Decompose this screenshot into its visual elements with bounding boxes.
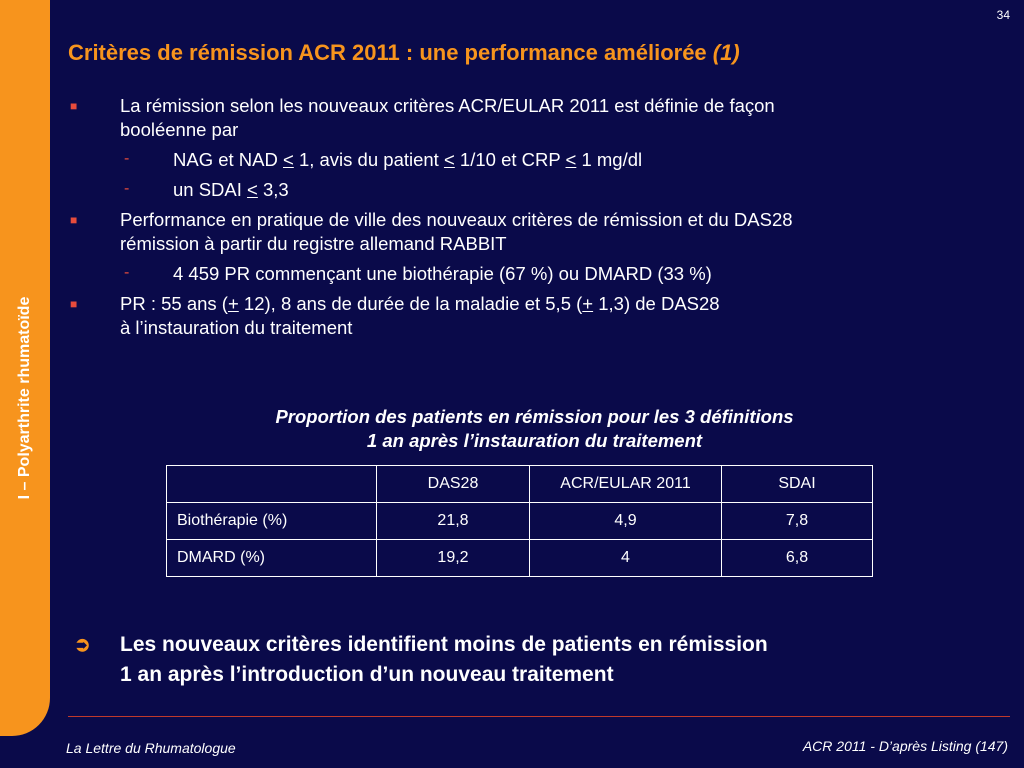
conclusion-line: Les nouveaux critères identifient moins de patients en rémission: [120, 633, 768, 656]
conclusion-line: 1 an après l’introduction d’un nouveau traitement: [120, 663, 614, 686]
square-bullet-icon: ■: [70, 297, 78, 311]
table-cell: 6,8: [722, 540, 873, 577]
bullet-list: [68, 94, 968, 346]
text-segment: 1,3) de DAS28: [593, 293, 720, 314]
text-segment: 3,3: [257, 179, 289, 200]
text-segment: 12), 8 ans de durée de la maladie et 5,5 (: [238, 293, 583, 314]
table-cell: 4: [530, 540, 722, 577]
text-segment: 1, avis du patient: [293, 149, 444, 170]
less-equal-symbol: <: [443, 149, 455, 170]
plus-minus-symbol: +: [582, 293, 594, 314]
less-equal-symbol: <: [247, 179, 258, 200]
footer-publication: La Lettre du Rhumatologue: [66, 740, 236, 756]
table-cell: 19,2: [377, 540, 530, 577]
page-number: 34: [996, 8, 1010, 22]
title-main: Critères de rémission ACR 2011 : une performance améliorée: [68, 40, 707, 65]
text-segment: 4 459 PR commençant une biothérapie (67 %) ou DMARD (33 %): [173, 263, 712, 284]
bullet-line: La rémission selon les nouveaux critères ACR/EULAR 2011 est définie de façon: [120, 95, 775, 116]
bullet-line: rémission à partir du registre allemand RABBIT: [120, 233, 507, 254]
bullet-item: [68, 208, 968, 256]
row-label: Biothérapie (%): [167, 503, 377, 540]
table-cell: 4,9: [530, 503, 722, 540]
caption-line: Proportion des patients en rémission pour les 3 définitions: [275, 406, 794, 427]
less-equal-symbol: <: [283, 149, 294, 170]
less-equal-symbol: <: [565, 149, 577, 170]
circled-arrow-right-icon: ➲: [74, 634, 91, 656]
square-bullet-icon: ■: [70, 213, 78, 227]
bullet-line: Performance en pratique de ville des nouveaux critères de rémission et du DAS28: [120, 209, 793, 230]
sub-bullet-item: [68, 178, 968, 202]
table-row: [167, 540, 873, 577]
table-row: [167, 503, 873, 540]
footer-divider: [68, 716, 1010, 717]
bullet-item: [68, 292, 968, 340]
square-bullet-icon: ■: [70, 99, 78, 113]
bullet-line: à l’instauration du traitement: [120, 317, 353, 338]
caption-line: 1 an après l’instauration du traitement: [366, 430, 703, 451]
bullet-line: booléenne par: [120, 119, 239, 140]
remission-table: [166, 465, 873, 577]
row-label: DMARD (%): [167, 540, 377, 577]
plus-minus-symbol: +: [227, 293, 239, 314]
text-segment: un SDAI: [173, 179, 248, 200]
bullet-item: [68, 94, 968, 142]
dash-bullet-icon: -: [124, 264, 130, 281]
text-segment: 1 mg/dl: [576, 149, 643, 170]
dash-bullet-icon: -: [124, 150, 130, 167]
slide-title: [68, 40, 740, 66]
table-header-row: [167, 466, 873, 503]
sub-bullet-item: [68, 262, 968, 286]
bullet-line: [120, 292, 968, 316]
table-cell: 21,8: [377, 503, 530, 540]
dash-bullet-icon: -: [124, 180, 130, 197]
table-caption: [0, 405, 1024, 453]
header-cell: [167, 466, 377, 503]
table-cell: 7,8: [722, 503, 873, 540]
section-label: I – Polyarthrite rhumatoïde: [16, 296, 33, 500]
text-segment: 1/10 et CRP: [454, 149, 566, 170]
sub-bullet-item: [68, 148, 968, 172]
header-cell: SDAI: [722, 466, 873, 503]
footer-source: ACR 2011 - D’après Listing (147): [802, 738, 1008, 754]
title-reference: (1): [712, 40, 740, 65]
header-cell: DAS28: [377, 466, 530, 503]
text-segment: PR : 55 ans (: [120, 293, 228, 314]
text-segment: NAG et NAD: [173, 149, 283, 170]
conclusion: [68, 630, 768, 690]
header-cell: ACR/EULAR 2011: [530, 466, 722, 503]
